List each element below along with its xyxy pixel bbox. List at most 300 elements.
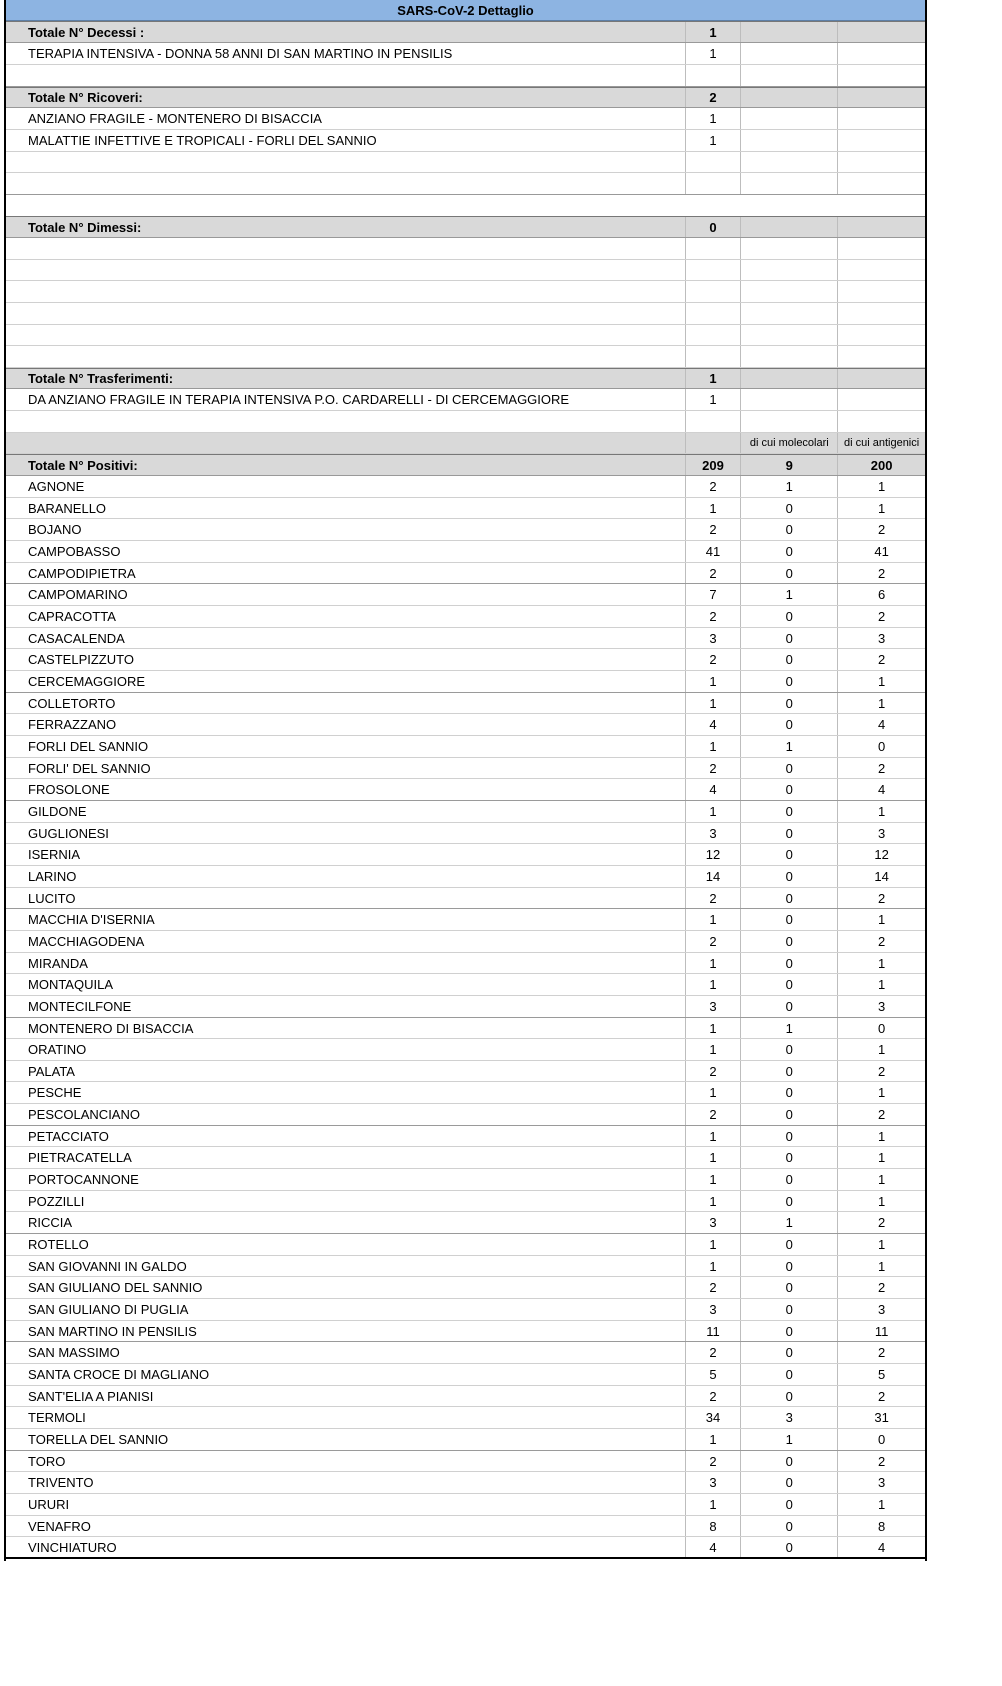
municipality-name: PALATA bbox=[6, 1061, 686, 1081]
antigenici-count: 1 bbox=[877, 479, 886, 494]
municipality-name: RICCIA bbox=[6, 1212, 686, 1233]
municipality-name: SAN GIOVANNI IN GALDO bbox=[6, 1256, 686, 1276]
positivi-count: 14 bbox=[686, 866, 742, 887]
molecolari-count: 0 bbox=[741, 1126, 838, 1146]
molecolari-count: 0 bbox=[741, 1364, 838, 1385]
positivi-count: 1 bbox=[686, 953, 742, 973]
municipality-name: PORTOCANNONE bbox=[6, 1169, 686, 1190]
molecolari-count: 0 bbox=[741, 888, 838, 908]
empty-cell bbox=[838, 22, 925, 42]
table-row bbox=[6, 909, 925, 931]
municipality-name: ROTELLO bbox=[6, 1234, 686, 1255]
table-row bbox=[6, 996, 925, 1018]
table-row bbox=[6, 823, 925, 844]
blank-row bbox=[6, 238, 925, 260]
molecolari-count: 1 bbox=[741, 476, 838, 497]
molecolari-count: 1 bbox=[741, 1212, 838, 1233]
table-row bbox=[6, 953, 925, 974]
empty-cell bbox=[838, 88, 925, 107]
decessi-header-row bbox=[6, 21, 925, 43]
molecolari-count: 0 bbox=[741, 541, 838, 562]
table-row bbox=[6, 563, 925, 584]
positivi-count: 1 bbox=[686, 1126, 742, 1146]
antigenici-count: 31 bbox=[874, 1410, 889, 1425]
table-row bbox=[6, 1039, 925, 1061]
table-row bbox=[6, 1104, 925, 1126]
table-row bbox=[6, 779, 925, 801]
antigenici-count: 8 bbox=[877, 1518, 886, 1534]
positivi-count: 1 bbox=[686, 801, 742, 822]
positivi-count: 3 bbox=[686, 1212, 742, 1233]
antigenici-count: 1 bbox=[877, 500, 886, 516]
municipality-name: MACCHIA D'ISERNIA bbox=[6, 909, 686, 930]
antigenici-count: 2 bbox=[877, 1063, 886, 1079]
positivi-count: 2 bbox=[686, 758, 742, 778]
municipality-name: PESCOLANCIANO bbox=[6, 1104, 686, 1125]
municipality-name: LARINO bbox=[6, 866, 686, 887]
molecolari-count: 0 bbox=[741, 1104, 838, 1125]
municipality-name: CERCEMAGGIORE bbox=[6, 671, 686, 692]
municipality-name: FERRAZZANO bbox=[6, 714, 686, 735]
molecolari-count: 0 bbox=[741, 953, 838, 973]
antigenici-count: 4 bbox=[877, 717, 886, 732]
antigenici-count: 1 bbox=[877, 1193, 886, 1209]
blank-row bbox=[6, 325, 925, 346]
table-row bbox=[6, 693, 925, 714]
molecolari-count: 0 bbox=[741, 758, 838, 778]
municipality-name: VENAFRO bbox=[6, 1516, 686, 1536]
molecolari-count: 0 bbox=[741, 628, 838, 648]
positivi-count: 2 bbox=[686, 931, 742, 952]
table-row bbox=[6, 1451, 925, 1472]
col-antigenici-header: di cui antigenici bbox=[843, 437, 920, 449]
antigenici-count: 4 bbox=[877, 1540, 886, 1555]
antigenici-count: 0 bbox=[877, 739, 886, 754]
positivi-count: 8 bbox=[686, 1516, 742, 1536]
positivi-count: 1 bbox=[686, 1234, 742, 1255]
municipality-name: TERMOLI bbox=[6, 1407, 686, 1428]
antigenici-count: 2 bbox=[877, 652, 886, 667]
positivi-count: 7 bbox=[686, 584, 742, 605]
table-row bbox=[6, 1126, 925, 1147]
municipality-name: FORLI' DEL SANNIO bbox=[6, 758, 686, 778]
ricoveri-item-count: 1 bbox=[686, 130, 742, 151]
antigenici-count: 2 bbox=[877, 1107, 886, 1122]
municipality-name: CAMPODIPIETRA bbox=[6, 563, 686, 583]
molecolari-count: 0 bbox=[741, 801, 838, 822]
positivi-count: 1 bbox=[686, 1191, 742, 1211]
positivi-count: 41 bbox=[686, 541, 742, 562]
ricoveri-item-row bbox=[6, 130, 925, 152]
ricoveri-item-count: 1 bbox=[686, 108, 742, 129]
dimessi-total: 0 bbox=[686, 217, 742, 237]
ricoveri-total: 2 bbox=[686, 88, 742, 107]
table-row bbox=[6, 498, 925, 519]
municipality-name: LUCITO bbox=[6, 888, 686, 908]
antigenici-count: 3 bbox=[877, 999, 886, 1014]
table-row bbox=[6, 476, 925, 498]
positivi-count: 1 bbox=[686, 498, 742, 518]
blank-row bbox=[6, 65, 925, 87]
table-row bbox=[6, 1082, 925, 1104]
molecolari-count: 0 bbox=[741, 1299, 838, 1320]
molecolari-count: 0 bbox=[741, 606, 838, 627]
molecolari-count: 0 bbox=[741, 1494, 838, 1515]
blank-row bbox=[6, 195, 925, 216]
positivi-count: 1 bbox=[686, 736, 742, 757]
antigenici-count: 1 bbox=[877, 977, 886, 992]
molecolari-count: 1 bbox=[741, 1018, 838, 1038]
positivi-count: 1 bbox=[686, 1039, 742, 1060]
ricoveri-header-row bbox=[6, 87, 925, 108]
municipality-name: FORLI DEL SANNIO bbox=[6, 736, 686, 757]
municipality-name: FROSOLONE bbox=[6, 779, 686, 800]
antigenici-count: 4 bbox=[877, 782, 886, 797]
decessi-item-row bbox=[6, 43, 925, 65]
antigenici-count: 1 bbox=[877, 1150, 886, 1165]
positivi-count: 5 bbox=[686, 1364, 742, 1385]
positivi-count: 4 bbox=[686, 779, 742, 800]
positivi-total: 209 bbox=[686, 455, 742, 475]
molecolari-count: 0 bbox=[741, 1234, 838, 1255]
municipality-name: SAN GIULIANO DEL SANNIO bbox=[6, 1277, 686, 1298]
antigenici-count: 5 bbox=[877, 1367, 886, 1382]
molecolari-count: 0 bbox=[741, 1191, 838, 1211]
table-row bbox=[6, 1169, 925, 1191]
antigenici-count: 12 bbox=[874, 847, 889, 862]
molecolari-count: 0 bbox=[741, 1082, 838, 1103]
antigenici-count: 2 bbox=[877, 522, 886, 537]
report-sheet bbox=[4, 0, 927, 1561]
molecolari-count: 0 bbox=[741, 996, 838, 1017]
table-row bbox=[6, 1256, 925, 1277]
municipality-name: BOJANO bbox=[6, 519, 686, 540]
antigenici-count: 14 bbox=[874, 869, 889, 884]
antigenici-count: 1 bbox=[877, 955, 886, 971]
decessi-label: Totale N° Decessi : bbox=[6, 22, 686, 42]
molecolari-count: 3 bbox=[741, 1407, 838, 1428]
empty-cell bbox=[741, 43, 838, 64]
molecolari-count: 0 bbox=[741, 974, 838, 995]
table-row bbox=[6, 1018, 925, 1039]
trasferimenti-item-name: DA ANZIANO FRAGILE IN TERAPIA INTENSIVA P.O. CARDARELLI - DI CERCEMAGGIORE bbox=[6, 389, 686, 410]
table-row bbox=[6, 1147, 925, 1169]
antigenici-count: 41 bbox=[874, 544, 889, 559]
table-row bbox=[6, 1061, 925, 1082]
positivi-molecolari: 9 bbox=[741, 455, 838, 475]
table-row bbox=[6, 1429, 925, 1451]
blank-row bbox=[6, 281, 925, 303]
table-row bbox=[6, 1386, 925, 1407]
table-row bbox=[6, 931, 925, 953]
molecolari-count: 0 bbox=[741, 1256, 838, 1276]
municipality-name: MONTENERO DI BISACCIA bbox=[6, 1018, 686, 1038]
molecolari-count: 1 bbox=[741, 584, 838, 605]
molecolari-count: 0 bbox=[741, 714, 838, 735]
decessi-total: 1 bbox=[686, 22, 742, 42]
positivi-count: 3 bbox=[686, 996, 742, 1017]
municipality-name: CAPRACOTTA bbox=[6, 606, 686, 627]
molecolari-count: 0 bbox=[741, 563, 838, 583]
table-row bbox=[6, 1277, 925, 1299]
antigenici-count: 1 bbox=[877, 1172, 886, 1187]
municipality-name: URURI bbox=[6, 1494, 686, 1515]
molecolari-count: 0 bbox=[741, 823, 838, 843]
antigenici-count: 1 bbox=[877, 1085, 886, 1100]
antigenici-count: 1 bbox=[877, 804, 886, 819]
municipality-name: MONTECILFONE bbox=[6, 996, 686, 1017]
positivi-count: 1 bbox=[686, 671, 742, 692]
table-row bbox=[6, 606, 925, 628]
molecolari-count: 0 bbox=[741, 779, 838, 800]
table-row bbox=[6, 736, 925, 758]
positivi-count: 3 bbox=[686, 823, 742, 843]
antigenici-count: 2 bbox=[877, 760, 886, 776]
antigenici-count: 3 bbox=[877, 1475, 886, 1490]
positivi-count: 2 bbox=[686, 888, 742, 908]
municipality-name: TRIVENTO bbox=[6, 1472, 686, 1493]
antigenici-count: 1 bbox=[877, 1042, 886, 1057]
municipality-name: ORATINO bbox=[6, 1039, 686, 1060]
molecolari-count: 0 bbox=[741, 1516, 838, 1536]
positivi-count: 2 bbox=[686, 649, 742, 670]
antigenici-count: 1 bbox=[877, 912, 886, 927]
positivi-count: 4 bbox=[686, 714, 742, 735]
molecolari-count: 0 bbox=[741, 1039, 838, 1060]
table-row bbox=[6, 1212, 925, 1234]
molecolari-count: 1 bbox=[741, 1429, 838, 1450]
molecolari-count: 1 bbox=[741, 736, 838, 757]
municipality-name: CASTELPIZZUTO bbox=[6, 649, 686, 670]
positivi-count: 4 bbox=[686, 1537, 742, 1558]
municipality-name: TORO bbox=[6, 1451, 686, 1471]
molecolari-count: 0 bbox=[741, 909, 838, 930]
ricoveri-label: Totale N° Ricoveri: bbox=[6, 88, 686, 107]
positivi-count: 3 bbox=[686, 628, 742, 648]
antigenici-count: 1 bbox=[877, 1258, 886, 1274]
bottom-border bbox=[4, 1557, 927, 1559]
antigenici-count: 0 bbox=[877, 1020, 886, 1036]
molecolari-count: 0 bbox=[741, 1537, 838, 1558]
table-row bbox=[6, 1516, 925, 1537]
municipality-name: AGNONE bbox=[6, 476, 686, 497]
molecolari-count: 0 bbox=[741, 1061, 838, 1081]
sheet-title-row bbox=[6, 0, 925, 21]
molecolari-count: 0 bbox=[741, 1451, 838, 1471]
molecolari-count: 0 bbox=[741, 671, 838, 692]
antigenici-count: 6 bbox=[877, 587, 886, 602]
dimessi-label: Totale N° Dimessi: bbox=[6, 217, 686, 237]
molecolari-count: 0 bbox=[741, 931, 838, 952]
table-row bbox=[6, 1299, 925, 1321]
dimessi-header-row bbox=[6, 216, 925, 238]
municipality-name: VINCHIATURO bbox=[6, 1537, 686, 1558]
sheet-title: SARS-CoV-2 Dettaglio bbox=[397, 2, 534, 18]
ricoveri-item-row bbox=[6, 108, 925, 130]
molecolari-count: 0 bbox=[741, 1386, 838, 1406]
molecolari-count: 0 bbox=[741, 649, 838, 670]
molecolari-count: 0 bbox=[741, 1147, 838, 1168]
table-row bbox=[6, 844, 925, 866]
blank-row bbox=[6, 173, 925, 195]
molecolari-count: 0 bbox=[741, 866, 838, 887]
antigenici-count: 2 bbox=[877, 1345, 886, 1360]
molecolari-count: 0 bbox=[741, 693, 838, 713]
municipality-name: GILDONE bbox=[6, 801, 686, 822]
municipality-name: POZZILLI bbox=[6, 1191, 686, 1211]
table-row bbox=[6, 1342, 925, 1364]
municipality-name: BARANELLO bbox=[6, 498, 686, 518]
table-row bbox=[6, 1321, 925, 1342]
positivi-count: 2 bbox=[686, 1342, 742, 1363]
antigenici-count: 2 bbox=[877, 1453, 886, 1469]
blank-row bbox=[6, 303, 925, 325]
positivi-count: 2 bbox=[686, 1451, 742, 1471]
decessi-item-name: TERAPIA INTENSIVA - DONNA 58 ANNI DI SAN MARTINO IN PENSILIS bbox=[6, 43, 686, 64]
empty-cell bbox=[741, 88, 838, 107]
trasferimenti-label: Totale N° Trasferimenti: bbox=[6, 369, 686, 388]
positivi-count: 1 bbox=[686, 693, 742, 713]
positivi-count: 1 bbox=[686, 1256, 742, 1276]
ricoveri-item-name: ANZIANO FRAGILE - MONTENERO DI BISACCIA bbox=[6, 108, 686, 129]
table-row bbox=[6, 888, 925, 909]
positivi-count: 2 bbox=[686, 519, 742, 540]
antigenici-count: 0 bbox=[877, 1432, 886, 1447]
blank-row bbox=[6, 260, 925, 281]
col-molecolari-header: di cui molecolari bbox=[741, 433, 838, 453]
positivi-count: 2 bbox=[686, 563, 742, 583]
table-row bbox=[6, 866, 925, 888]
trasferimenti-total: 1 bbox=[686, 369, 742, 388]
molecolari-count: 0 bbox=[741, 519, 838, 540]
antigenici-count: 3 bbox=[877, 630, 886, 646]
positivi-count: 1 bbox=[686, 1018, 742, 1038]
antigenici-count: 1 bbox=[877, 695, 886, 711]
table-row bbox=[6, 714, 925, 736]
antigenici-count: 2 bbox=[877, 565, 886, 581]
antigenici-count: 11 bbox=[874, 1323, 889, 1339]
positivi-count: 2 bbox=[686, 1386, 742, 1406]
molecolari-count: 0 bbox=[741, 498, 838, 518]
empty-cell bbox=[838, 43, 925, 64]
positivi-count: 1 bbox=[686, 1494, 742, 1515]
table-row bbox=[6, 1472, 925, 1494]
table-row bbox=[6, 649, 925, 671]
positivi-count: 3 bbox=[686, 1299, 742, 1320]
positivi-count: 1 bbox=[686, 909, 742, 930]
positivi-count: 2 bbox=[686, 476, 742, 497]
positivi-count: 2 bbox=[686, 1104, 742, 1125]
antigenici-count: 3 bbox=[877, 1302, 886, 1317]
antigenici-count: 3 bbox=[877, 825, 886, 841]
trasferimenti-item-count: 1 bbox=[686, 389, 742, 410]
table-row bbox=[6, 1537, 925, 1559]
municipality-name: COLLETORTO bbox=[6, 693, 686, 713]
blank-row bbox=[6, 152, 925, 173]
positivi-count: 1 bbox=[686, 974, 742, 995]
molecolari-count: 0 bbox=[741, 844, 838, 865]
antigenici-count: 1 bbox=[877, 1128, 886, 1144]
decessi-item-count: 1 bbox=[686, 43, 742, 64]
positivi-antigenici: 200 bbox=[870, 457, 893, 473]
molecolari-count: 0 bbox=[741, 1169, 838, 1190]
municipality-name: PETACCIATO bbox=[6, 1126, 686, 1146]
municipality-name: CAMPOBASSO bbox=[6, 541, 686, 562]
table-row bbox=[6, 758, 925, 779]
municipality-name: MIRANDA bbox=[6, 953, 686, 973]
table-row bbox=[6, 1407, 925, 1429]
municipality-name: MACCHIAGODENA bbox=[6, 931, 686, 952]
municipality-name: MONTAQUILA bbox=[6, 974, 686, 995]
municipality-name: SAN GIULIANO DI PUGLIA bbox=[6, 1299, 686, 1320]
antigenici-count: 2 bbox=[877, 1388, 886, 1404]
empty-cell bbox=[741, 22, 838, 42]
table-row bbox=[6, 584, 925, 606]
antigenici-count: 1 bbox=[877, 1237, 886, 1252]
blank-row bbox=[6, 411, 925, 433]
municipality-name: SANT'ELIA A PIANISI bbox=[6, 1386, 686, 1406]
antigenici-count: 2 bbox=[877, 609, 886, 624]
table-row bbox=[6, 974, 925, 996]
municipality-name: GUGLIONESI bbox=[6, 823, 686, 843]
municipality-name: TORELLA DEL SANNIO bbox=[6, 1429, 686, 1450]
municipality-name: ISERNIA bbox=[6, 844, 686, 865]
positivi-count: 11 bbox=[686, 1321, 742, 1341]
trasferimenti-header-row bbox=[6, 368, 925, 389]
positivi-count: 3 bbox=[686, 1472, 742, 1493]
blank-row bbox=[6, 346, 925, 368]
table-row bbox=[6, 801, 925, 823]
antigenici-count: 1 bbox=[877, 674, 886, 689]
antigenici-count: 2 bbox=[877, 890, 886, 906]
positivi-count: 2 bbox=[686, 606, 742, 627]
molecolari-count: 0 bbox=[741, 1321, 838, 1341]
trasferimenti-item-row bbox=[6, 389, 925, 411]
municipality-name: SAN MASSIMO bbox=[6, 1342, 686, 1363]
antigenici-count: 2 bbox=[877, 1215, 886, 1230]
municipality-name: SAN MARTINO IN PENSILIS bbox=[6, 1321, 686, 1341]
table-row bbox=[6, 519, 925, 541]
table-row bbox=[6, 628, 925, 649]
ricoveri-item-name: MALATTIE INFETTIVE E TROPICALI - FORLI DEL SANNIO bbox=[6, 130, 686, 151]
positivi-count: 1 bbox=[686, 1082, 742, 1103]
positivi-count: 2 bbox=[686, 1277, 742, 1298]
positivi-count: 34 bbox=[686, 1407, 742, 1428]
municipality-name: PIETRACATELLA bbox=[6, 1147, 686, 1168]
table-row bbox=[6, 671, 925, 693]
municipality-name: PESCHE bbox=[6, 1082, 686, 1103]
molecolari-count: 0 bbox=[741, 1277, 838, 1298]
municipality-name: SANTA CROCE DI MAGLIANO bbox=[6, 1364, 686, 1385]
antigenici-count: 2 bbox=[877, 934, 886, 949]
antigenici-count: 1 bbox=[877, 1497, 886, 1512]
positivi-column-header-row bbox=[6, 433, 925, 454]
molecolari-count: 0 bbox=[741, 1342, 838, 1363]
antigenici-count: 2 bbox=[877, 1280, 886, 1295]
municipality-name: CAMPOMARINO bbox=[6, 584, 686, 605]
positivi-count: 1 bbox=[686, 1429, 742, 1450]
positivi-count: 12 bbox=[686, 844, 742, 865]
positivi-count: 2 bbox=[686, 1061, 742, 1081]
positivi-label: Totale N° Positivi: bbox=[6, 455, 686, 475]
table-row bbox=[6, 1234, 925, 1256]
table-row bbox=[6, 1191, 925, 1212]
table-row bbox=[6, 1364, 925, 1386]
positivi-count: 1 bbox=[686, 1169, 742, 1190]
positivi-count: 1 bbox=[686, 1147, 742, 1168]
table-row bbox=[6, 1494, 925, 1516]
municipality-name: CASACALENDA bbox=[6, 628, 686, 648]
